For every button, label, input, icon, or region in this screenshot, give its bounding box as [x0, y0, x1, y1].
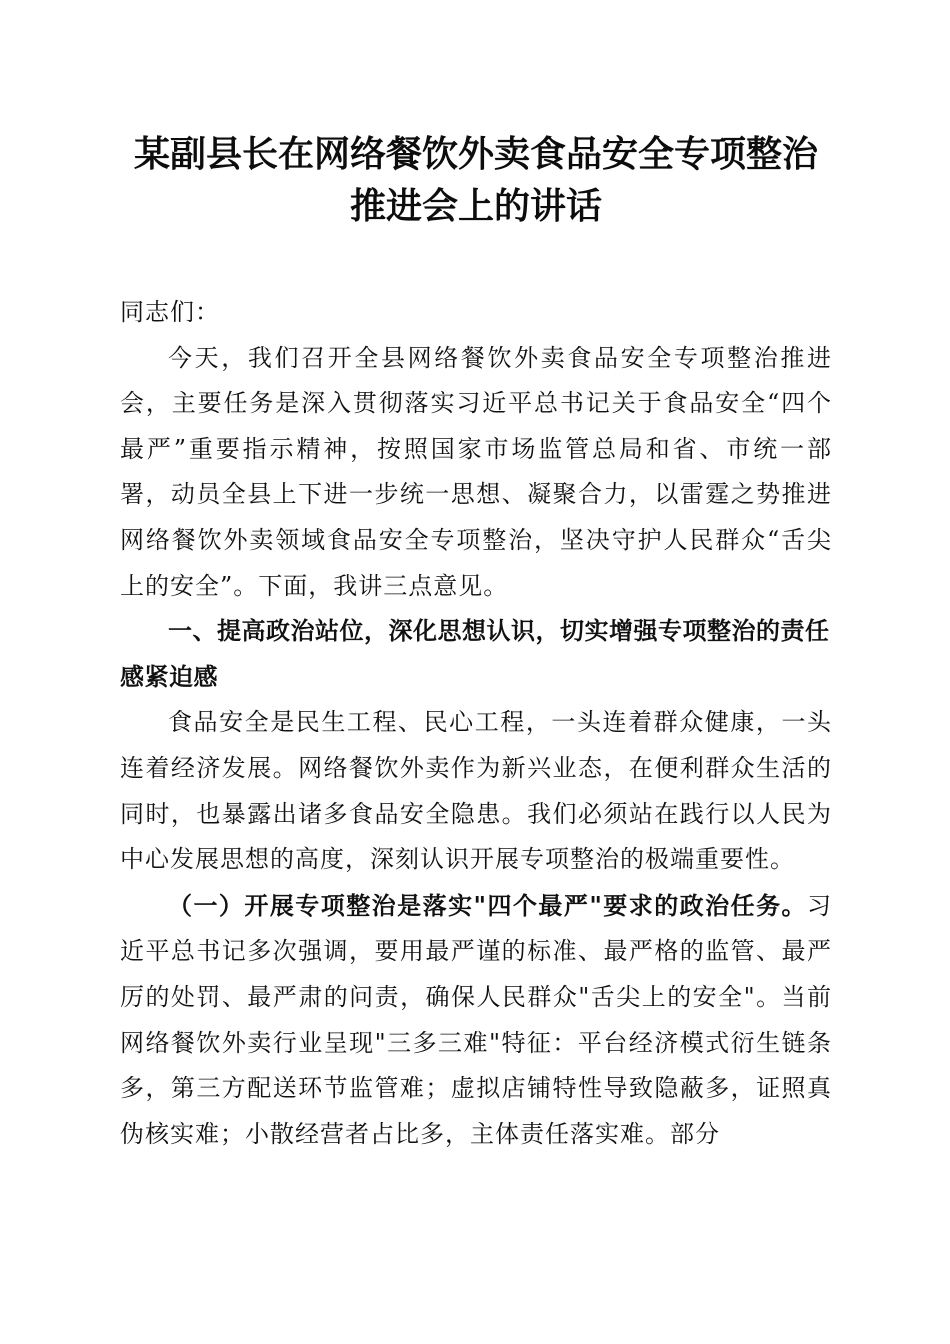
subsection-1-paragraph [120, 883, 832, 1158]
document-page [120, 128, 832, 1157]
subsection-1-heading: （一）开展专项整治是落实"四个最严"要求的政治任务。 [168, 890, 807, 920]
salutation: 同志们： [120, 298, 220, 326]
section-1-paragraph: 食品安全是民生工程、民心工程，一头连着群众健康，一头连着经济发展。网络餐饮外卖作为新兴业态，在便利群众生活的同时，也暴露出诸多食品安全隐患。我们必须站在践行以人民为中心发展思想的高度，深刻认识开展专项整治的极端重要性。 [120, 708, 832, 874]
section-1-heading: 一、提高政治站位，深化思想认识，切实增强专项整治的责任感紧迫感 [120, 617, 830, 691]
document-title: 某副县长在网络餐饮外卖食品安全专项整治推进会上的讲话 [133, 133, 818, 227]
intro-paragraph: 今天，我们召开全县网络餐饮外卖食品安全专项整治推进会，主要任务是深入贯彻落实习近平总书记关于食品安全“四个最严”重要指示精神，按照国家市场监管总局和省、市统一部署，动员全县上下进一步统一思想、凝聚合力，以雷霆之势推进网络餐饮外卖领域食品安全专项整治，坚决守护人民群众“舌尖上的安全”。下面，我讲三点意见。 [120, 343, 832, 600]
subsection-1-body: 习近平总书记多次强调，要用最严谨的标准、最严格的监管、最严厉的处罚、最严肃的问责，确保人民群众"舌尖上的安全"。当前网络餐饮外卖行业呈现"三多三难"特征：平台经济模式衍生链条多，第三方配送环节监管难；虚拟店铺特性导致隐蔽多，证照真伪核实难；小散经营者占比多，主体责任落实难。部分 [120, 891, 832, 1148]
